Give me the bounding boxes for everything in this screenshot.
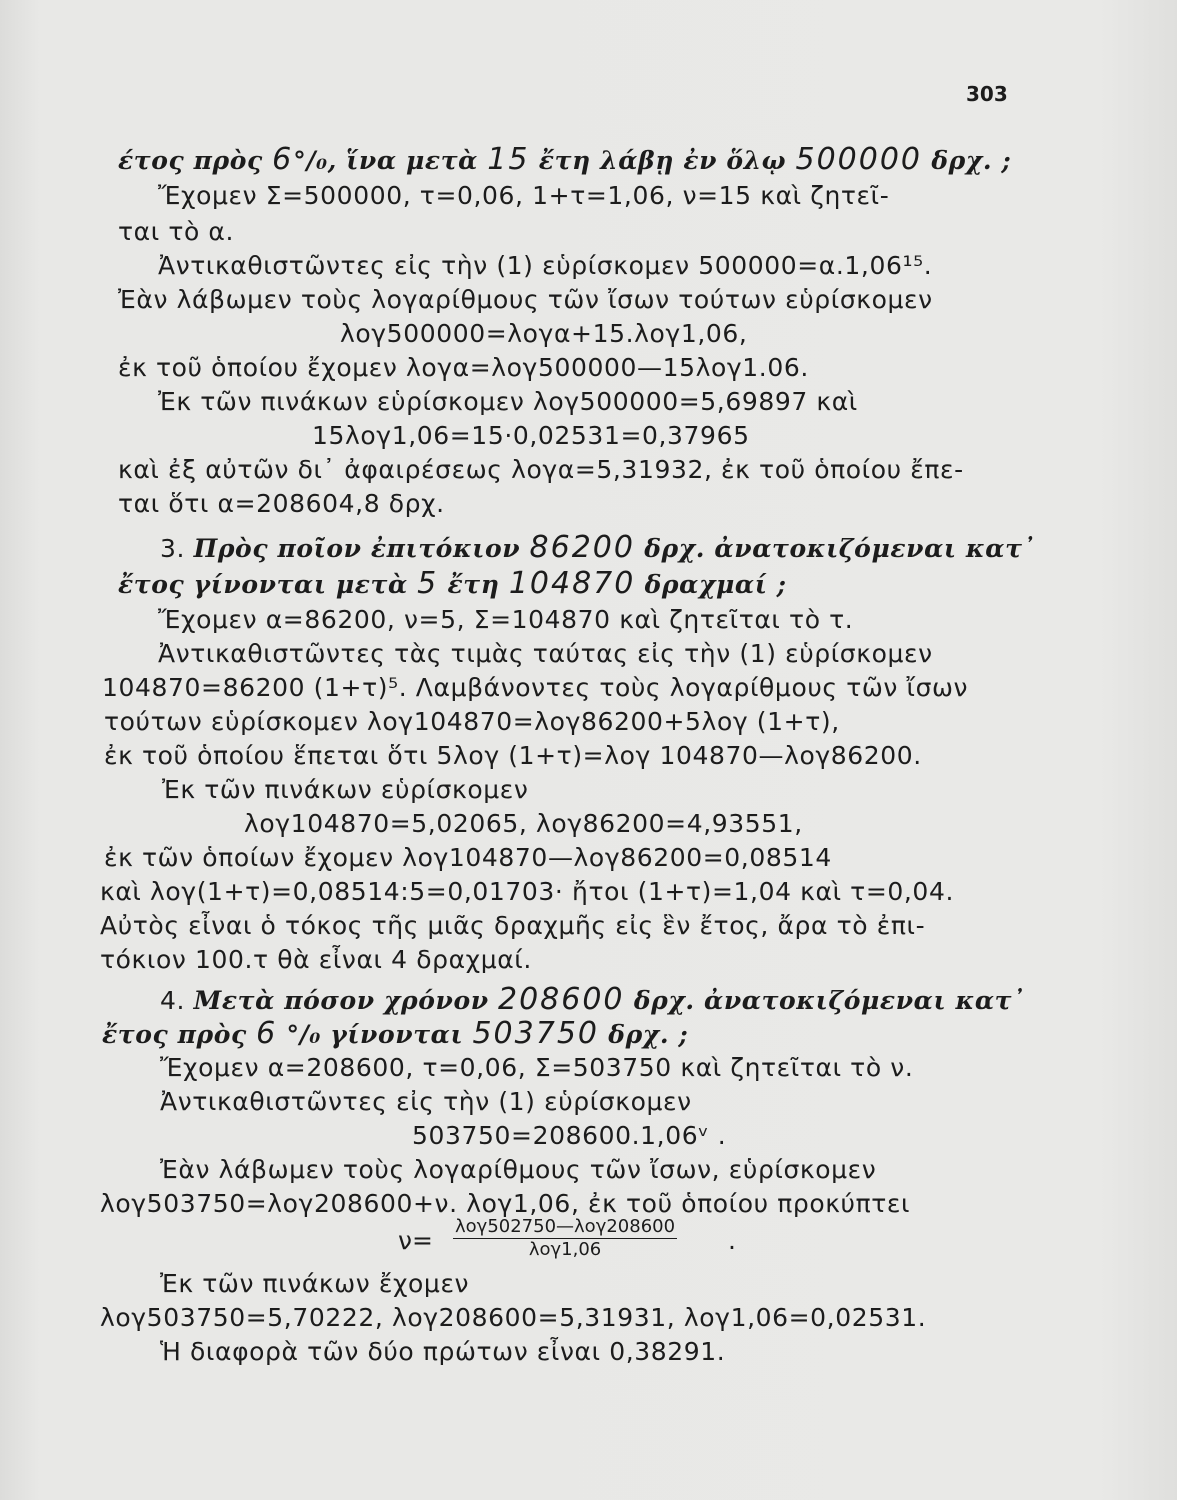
text-segment: 3. bbox=[160, 534, 194, 563]
text-segment: ἔτος γίνονται μετὰ bbox=[118, 570, 418, 599]
fraction-lhs: ν= bbox=[398, 1226, 433, 1255]
text-line: Ἔχομεν Σ=500000, τ=0,06, 1+τ=1,06, ν=15 καὶ ζητεῖ- bbox=[158, 181, 890, 210]
text-line: τόκιον 100.τ θὰ εἶναι 4 δραχμαί. bbox=[100, 945, 532, 974]
problem-heading bbox=[160, 984, 1025, 1017]
text-line: Ἀντικαθιστῶντες εἰς τὴν (1) εὑρίσκομεν 500000=α.1,06¹⁵. bbox=[158, 251, 933, 280]
fraction-numerator: λογ502750—λογ208600 bbox=[455, 1216, 676, 1237]
text-line: Ἐκ τῶν πινάκων εὑρίσκομεν bbox=[162, 775, 529, 804]
text-segment: δρχ. ἀνατοκιζόμεναι κατ᾽ bbox=[624, 986, 1026, 1015]
page-number: 303 bbox=[966, 82, 1008, 106]
text-line: Ἔχομεν α=86200, ν=5, Σ=104870 καὶ ζητεῖται τὸ τ. bbox=[158, 605, 854, 634]
text-segment: 6 bbox=[256, 1016, 278, 1051]
equation-line: λογ104870=5,02065, λογ86200=4,93551, bbox=[244, 809, 803, 838]
text-segment: °/₀ γίνονται bbox=[277, 1020, 473, 1049]
text-segment: 86200 bbox=[529, 530, 635, 565]
text-segment: ἔτη λάβῃ ἐν ὅλῳ bbox=[529, 146, 796, 175]
text-segment: Πρὸς ποῖον ἐπιτόκιον bbox=[193, 534, 530, 563]
fraction bbox=[453, 1216, 677, 1261]
text-line: Ἐκ τῶν πινάκων ἔχομεν bbox=[160, 1269, 470, 1298]
text-line: λογ503750=λογ208600+ν. λογ1,06, ἐκ τοῦ ὁποίου προκύπτει bbox=[100, 1189, 911, 1218]
text-line: Ἐὰν λάβωμεν τοὺς λογαρίθμους τῶν ἴσων τούτων εὑρίσκομεν bbox=[118, 285, 933, 314]
text-line: Ἔχομεν α=208600, τ=0,06, Σ=503750 καὶ ζητεῖται τὸ ν. bbox=[160, 1053, 914, 1082]
text-line: ται τὸ α. bbox=[118, 217, 235, 246]
equation-line: 15λογ1,06=15·0,02531=0,37965 bbox=[312, 421, 750, 450]
text-segment: 4. bbox=[160, 986, 194, 1015]
text-segment: 5 bbox=[417, 566, 439, 601]
text-segment: έτος πρὸς bbox=[118, 146, 273, 175]
text-line bbox=[118, 144, 1011, 177]
text-line: ἐκ τοῦ ὁποίου ἔχομεν λογα=λογ500000—15λογ1.06. bbox=[118, 353, 809, 382]
text-line: Ἐκ τῶν πινάκων εὑρίσκομεν λογ500000=5,69897 καὶ bbox=[158, 387, 858, 416]
text-line: Ἀντικαθιστῶντες εἰς τὴν (1) εὑρίσκομεν bbox=[160, 1087, 692, 1116]
fraction-trail: . bbox=[728, 1226, 736, 1255]
text-line: ται ὅτι α=208604,8 δρχ. bbox=[118, 489, 445, 518]
text-line: ἐκ τοῦ ὁποίου ἕπεται ὅτι 5λογ (1+τ)=λογ 104870—λογ86200. bbox=[104, 741, 922, 770]
problem-heading bbox=[102, 1018, 688, 1051]
text-segment: 208600 bbox=[498, 982, 625, 1017]
text-line: καὶ λογ(1+τ)=0,08514:5=0,01703· ἤτοι (1+τ)=1,04 καὶ τ=0,04. bbox=[100, 877, 954, 906]
text-segment: δρχ. ; bbox=[922, 146, 1012, 175]
equation-line: 503750=208600.1,06ᵛ . bbox=[412, 1121, 727, 1150]
text-segment: δρχ. ἀνατοκιζόμεναι κατ᾽ bbox=[634, 534, 1036, 563]
text-line: ἐκ τῶν ὁποίων ἔχομεν λογ104870—λογ86200=0,08514 bbox=[104, 843, 832, 872]
text-line: τούτων εὑρίσκομεν λογ104870=λογ86200+5λογ (1+τ), bbox=[104, 707, 840, 736]
fraction-denominator: λογ1,06 bbox=[528, 1239, 602, 1260]
text-segment: 503750 bbox=[472, 1016, 599, 1051]
text-line: λογ503750=5,70222, λογ208600=5,31931, λογ1,06=0,02531. bbox=[100, 1303, 927, 1332]
text-segment: 500000 bbox=[795, 142, 923, 177]
text-segment: δραχμαί ; bbox=[635, 570, 787, 599]
text-segment: °/₀, ἵνα μετὰ bbox=[293, 146, 488, 175]
problem-heading bbox=[118, 568, 787, 601]
text-line: Ἐὰν λάβωμεν τοὺς λογαρίθμους τῶν ἴσων, εὑρίσκομεν bbox=[160, 1155, 877, 1184]
text-line: Ἀντικαθιστῶντες τὰς τιμὰς ταύτας εἰς τὴν (1) εὑρίσκομεν bbox=[158, 639, 933, 668]
text-segment: ἔτος πρὸς bbox=[102, 1020, 257, 1049]
text-segment: 104870 bbox=[508, 566, 636, 601]
text-segment: ἔτη bbox=[438, 570, 509, 599]
equation-line: λογ500000=λογα+15.λογ1,06, bbox=[340, 319, 748, 348]
text-segment: δρχ. ; bbox=[599, 1020, 689, 1049]
text-segment: 6 bbox=[272, 142, 294, 177]
text-segment: 15 bbox=[487, 142, 530, 177]
text-line: Αὐτὸς εἶναι ὁ τόκος τῆς μιᾶς δραχμῆς εἰς ἓν ἔτος, ἄρα τὸ ἐπι- bbox=[100, 911, 926, 940]
text-line: 104870=86200 (1+τ)⁵. Λαμβάνοντες τοὺς λογαρίθμους τῶν ἴσων bbox=[102, 673, 969, 702]
text-line: καὶ ἐξ αὐτῶν δι᾽ ἀφαιρέσεως λογα=5,31932, ἐκ τοῦ ὁποίου ἔπε- bbox=[118, 455, 964, 484]
text-segment: Μετὰ πόσον χρόνον bbox=[193, 986, 498, 1015]
problem-heading bbox=[160, 532, 1036, 565]
text-line: Ἡ διαφορὰ τῶν δύο πρώτων εἶναι 0,38291. bbox=[160, 1337, 726, 1366]
